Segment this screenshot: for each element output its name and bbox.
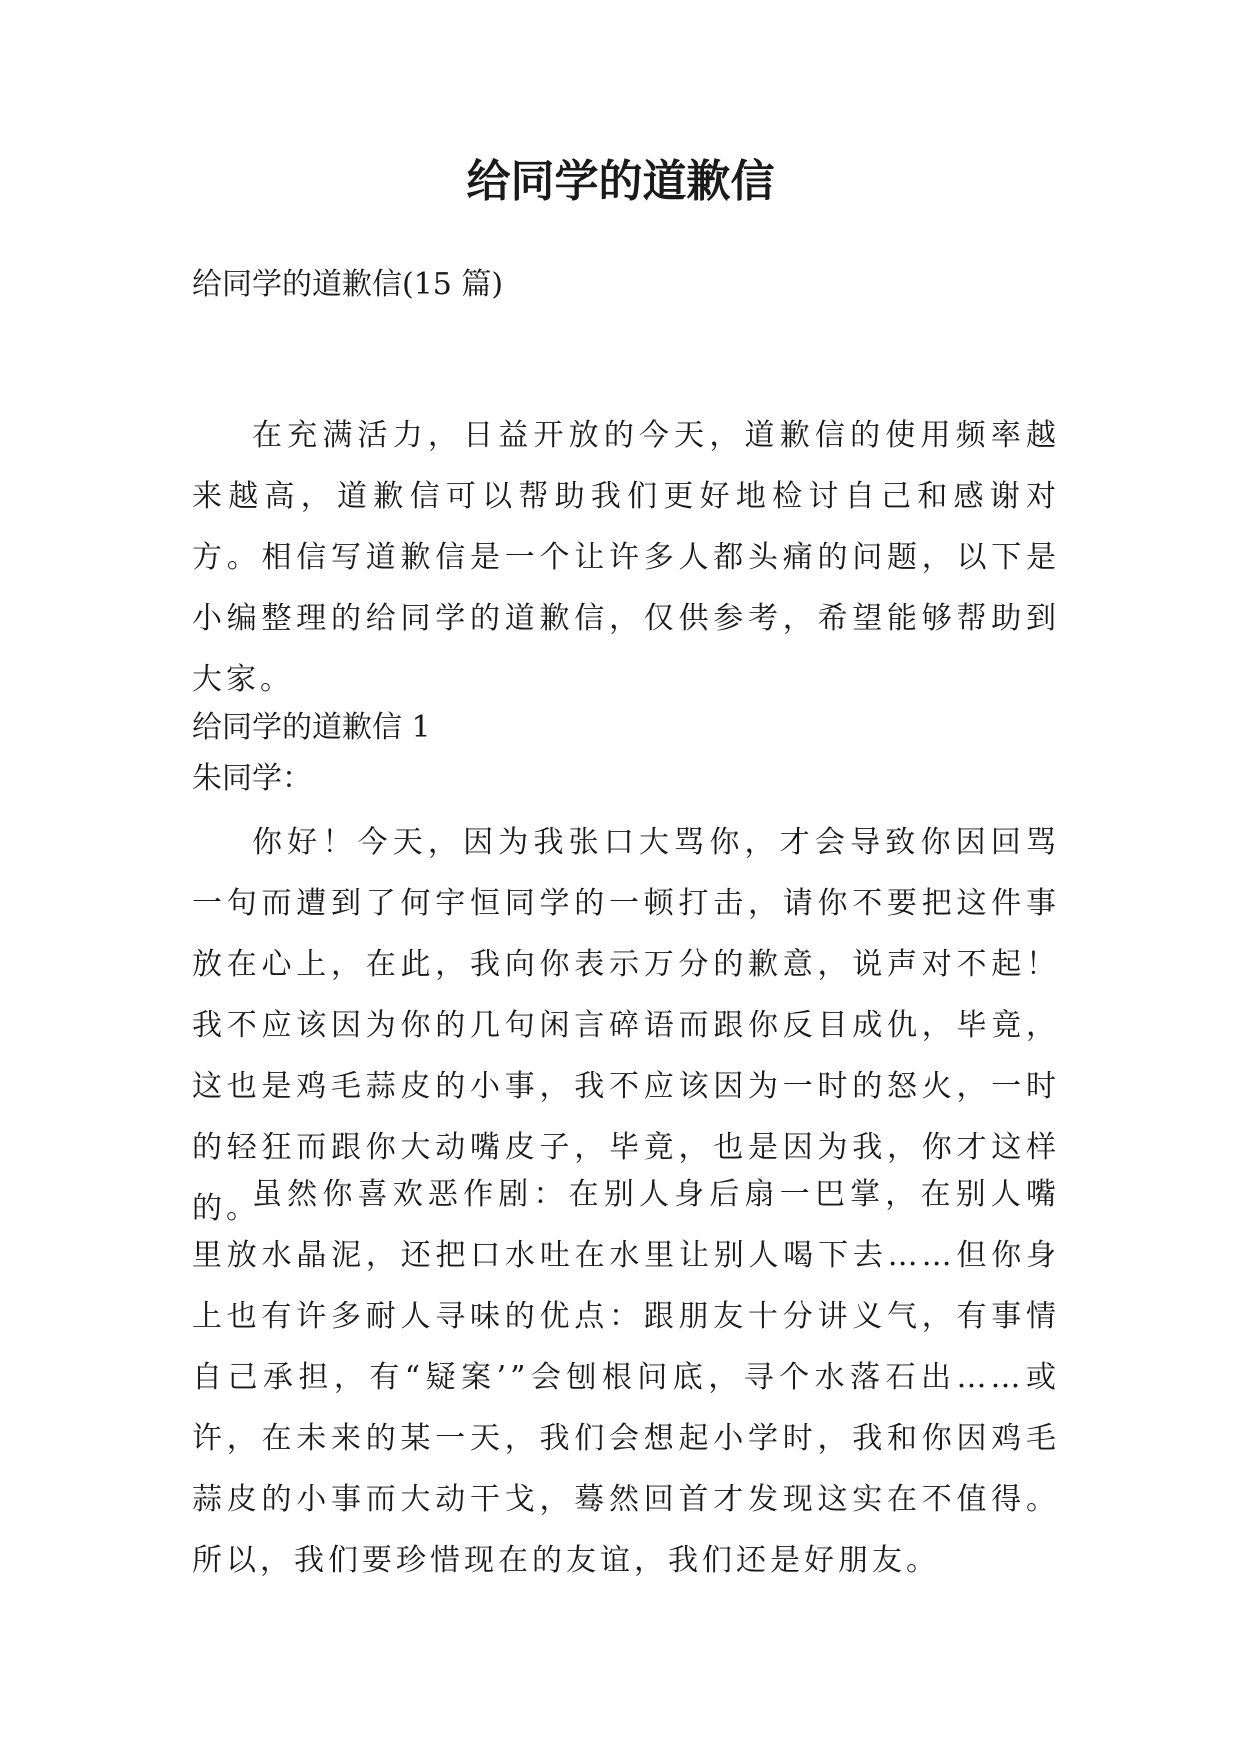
section-heading: 给同学的道歉信 1 — [192, 710, 431, 745]
intro-paragraph: 在充满活力，日益开放的今天，道歉信的使用频率越来越高，道歉信可以帮助我们更好地检讨自己和感谢对方。相信写道歉信是一个让许多人都头痛的问题，以下是小编整理的给同学的道歉信，仅供参考，希望能够帮助到大家。 — [192, 418, 1060, 697]
body-paragraph: 虽然你喜欢恶作剧：在别人身后扇一巴掌，在别人嘴里放水晶泥，还把口水吐在水里让别人喝下去……但你身上也有许多耐人寻味的优点：跟朋友十分讲义气，有事情自己承担，有“疑案’”会刨根问底，寻个水落石出……或许，在未来的某一天，我们会想起小学时，我和你因鸡毛蒜皮的小事而大动干戈，蓦然回首才发现这实在不值得。所以，我们要珍惜现在的友谊，我们还是好朋友。 — [192, 1177, 1060, 1578]
document-title: 给同学的道歉信 — [466, 156, 775, 207]
document-subtitle: 给同学的道歉信(15 篇) — [192, 267, 504, 302]
body-paragraph: 你好！今天，因为我张口大骂你，才会导致你因回骂一句而遭到了何宇恒同学的一顿打击，请你不要把这件事放在心上，在此，我向你表示万分的歉意，说声对不起！我不应该因为你的几句闲言碎语而跟你反目成仇，毕竟，这也是鸡毛蒜皮的小事，我不应该因为一时的怒火，一时的轻狂而跟你大动嘴皮子，毕竟，也是因为我，你才这样的。 — [192, 825, 1060, 1226]
letter-salutation: 朱同学： — [192, 761, 312, 796]
